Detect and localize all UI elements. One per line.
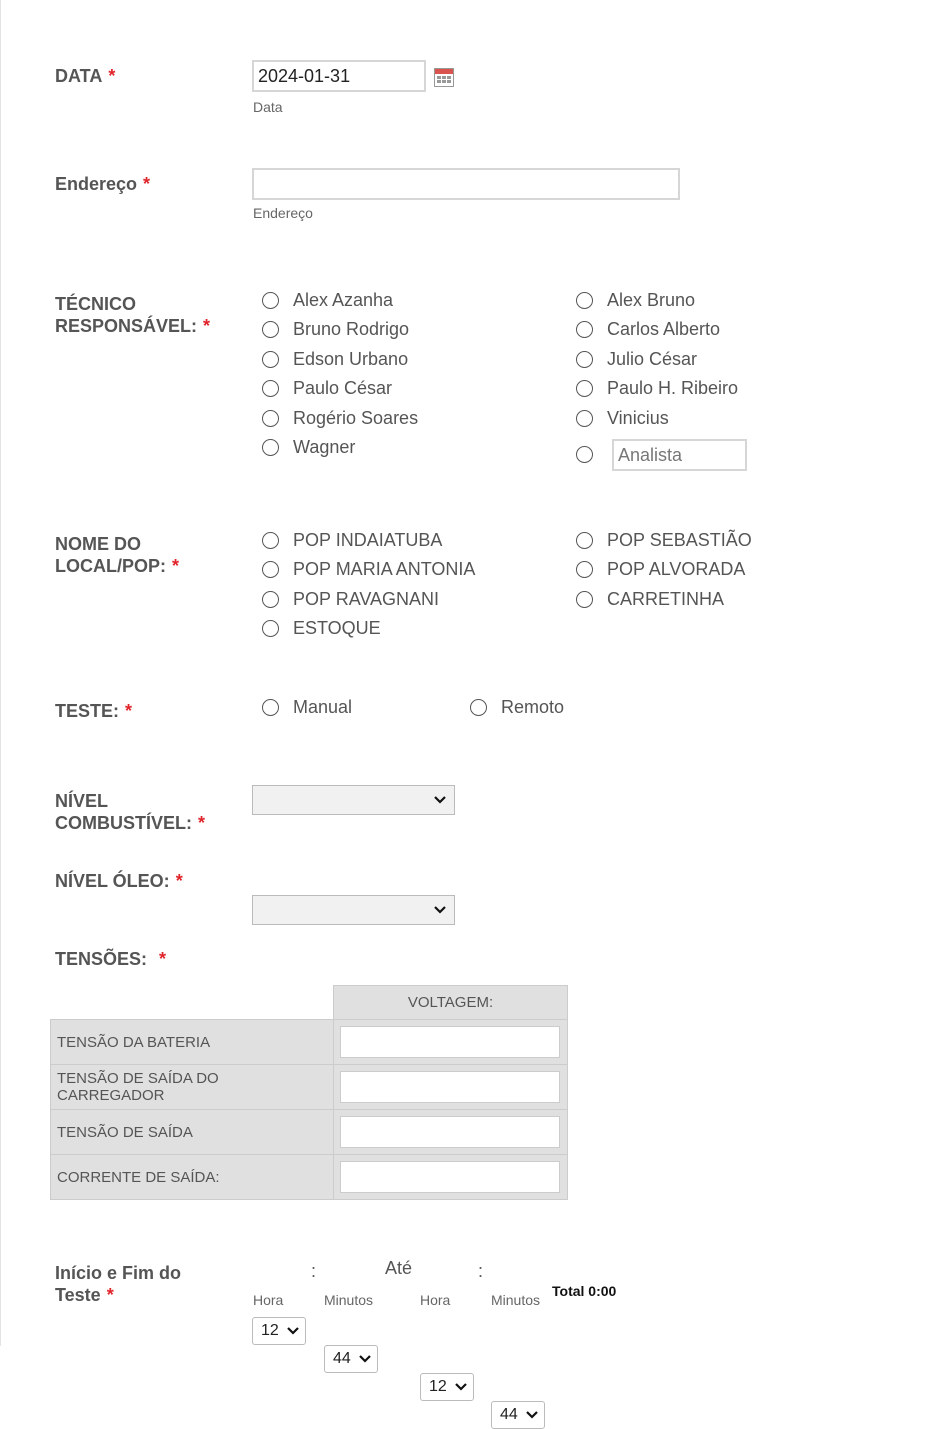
calendar-icon[interactable] — [434, 68, 454, 87]
tecnico-option[interactable]: Vinicius — [576, 407, 738, 429]
chevron-down-icon — [455, 1381, 467, 1395]
date-sublabel: Data — [253, 99, 283, 115]
minutos-sublabel: Minutos — [324, 1292, 374, 1308]
tecnico-option[interactable]: Paulo César — [262, 378, 418, 400]
tensoes-label: TENSÕES: * — [55, 949, 167, 969]
radio-button[interactable] — [262, 292, 279, 309]
oleo-select[interactable] — [252, 895, 455, 925]
radio-button[interactable] — [262, 351, 279, 368]
tecnico-option[interactable]: Carlos Alberto — [576, 319, 738, 341]
table-row — [51, 1155, 568, 1200]
required-asterisk: * — [125, 701, 133, 721]
required-asterisk: * — [108, 66, 116, 86]
local-options-right — [576, 529, 752, 610]
required-asterisk: * — [198, 813, 206, 833]
local-option[interactable]: POP ALVORADA — [576, 559, 752, 581]
tensoes-table — [50, 985, 568, 1200]
radio-button[interactable] — [262, 410, 279, 427]
oleo-label: NÍVEL ÓLEO: * — [55, 871, 183, 891]
row-label: TENSÃO DA BATERIA — [51, 1020, 334, 1065]
tecnico-option[interactable]: Rogério Soares — [262, 407, 418, 429]
radio-button[interactable] — [576, 532, 593, 549]
radio-button[interactable] — [576, 321, 593, 338]
tecnico-other-radio[interactable] — [576, 446, 607, 468]
required-asterisk: * — [159, 949, 167, 969]
table-row — [51, 1065, 568, 1110]
time-separator: : — [478, 1261, 484, 1281]
tecnico-option[interactable]: Julio César — [576, 348, 738, 370]
voltage-input[interactable] — [340, 1026, 560, 1058]
endereco-input[interactable] — [252, 168, 680, 200]
hora-sublabel: Hora — [253, 1292, 284, 1308]
total-time: Total 0:00 — [552, 1283, 617, 1299]
end-hour-select[interactable]: 12 — [420, 1373, 474, 1401]
combustivel-select[interactable] — [252, 785, 455, 815]
local-option[interactable]: CARRETINHA — [576, 588, 752, 610]
tecnico-option[interactable]: Edson Urbano — [262, 348, 418, 370]
voltage-input[interactable] — [340, 1071, 560, 1103]
local-option[interactable]: POP RAVAGNANI — [262, 588, 475, 610]
page-left-border — [0, 0, 1, 1346]
local-option[interactable]: POP SEBASTIÃO — [576, 529, 752, 551]
tecnico-option[interactable]: Paulo H. Ribeiro — [576, 378, 738, 400]
start-hour-select[interactable]: 12 — [252, 1317, 306, 1345]
chevron-down-icon — [434, 904, 446, 918]
tecnico-option[interactable]: Alex Azanha — [262, 289, 418, 311]
required-asterisk: * — [106, 1285, 114, 1305]
radio-button[interactable] — [262, 591, 279, 608]
radio-button[interactable] — [576, 591, 593, 608]
radio-button[interactable] — [262, 699, 279, 716]
radio-button[interactable] — [262, 532, 279, 549]
tecnico-option[interactable]: Alex Bruno — [576, 289, 738, 311]
table-row — [51, 1020, 568, 1065]
endereco-sublabel: Endereço — [253, 205, 313, 221]
required-asterisk: * — [203, 316, 211, 336]
local-option[interactable]: POP INDAIATUBA — [262, 529, 475, 551]
chevron-down-icon — [359, 1353, 371, 1367]
radio-button[interactable] — [262, 561, 279, 578]
tecnico-label: TÉCNICO RESPONSÁVEL: * — [55, 294, 211, 336]
minutos-sublabel: Minutos — [491, 1292, 541, 1308]
radio-button[interactable] — [576, 292, 593, 309]
teste-option-manual[interactable]: Manual — [262, 696, 352, 718]
required-asterisk: * — [143, 174, 151, 194]
radio-button[interactable] — [576, 410, 593, 427]
voltage-input[interactable] — [340, 1116, 560, 1148]
time-separator: : — [311, 1261, 317, 1281]
teste-label: TESTE: * — [55, 701, 133, 721]
tecnico-other-input[interactable]: Analista — [612, 439, 747, 471]
data-label: DATA * — [55, 66, 116, 86]
required-asterisk: * — [175, 871, 183, 891]
end-minute-select[interactable]: 44 — [491, 1401, 545, 1429]
ate-text: Até — [385, 1258, 413, 1278]
radio-button[interactable] — [262, 380, 279, 397]
hora-sublabel: Hora — [420, 1292, 451, 1308]
combustivel-label: NÍVEL COMBUSTÍVEL: * — [55, 791, 206, 833]
radio-button[interactable] — [262, 620, 279, 637]
local-option[interactable]: POP MARIA ANTONIA — [262, 559, 475, 581]
tecnico-option[interactable]: Wagner — [262, 437, 418, 459]
radio-button[interactable] — [576, 561, 593, 578]
row-label: CORRENTE DE SAÍDA: — [51, 1155, 334, 1200]
horario-label: Início e Fim do Teste * — [55, 1263, 182, 1305]
voltage-input[interactable] — [340, 1161, 560, 1193]
tecnico-options-left — [262, 289, 418, 459]
endereco-label: Endereço * — [55, 174, 151, 194]
tecnico-options-right — [576, 289, 738, 429]
radio-button[interactable] — [576, 446, 593, 463]
chevron-down-icon — [526, 1409, 538, 1423]
start-minute-select[interactable]: 44 — [324, 1345, 378, 1373]
radio-button[interactable] — [262, 439, 279, 456]
required-asterisk: * — [172, 556, 180, 576]
column-header-voltagem: VOLTAGEM: — [334, 986, 568, 1020]
tecnico-option[interactable]: Bruno Rodrigo — [262, 319, 418, 341]
date-input[interactable]: 2024-01-31 — [252, 60, 426, 92]
teste-option-remoto[interactable]: Remoto — [470, 696, 564, 718]
chevron-down-icon — [287, 1325, 299, 1339]
local-options-left — [262, 529, 475, 640]
radio-button[interactable] — [576, 380, 593, 397]
local-label: NOME DO LOCAL/POP: * — [55, 534, 180, 576]
local-option[interactable]: ESTOQUE — [262, 618, 475, 640]
radio-button[interactable] — [576, 351, 593, 368]
radio-button[interactable] — [262, 321, 279, 338]
row-label: TENSÃO DE SAÍDA — [51, 1110, 334, 1155]
row-label: TENSÃO DE SAÍDA DO CARREGADOR — [51, 1065, 334, 1110]
table-row — [51, 1110, 568, 1155]
chevron-down-icon — [434, 794, 446, 808]
radio-button[interactable] — [470, 699, 487, 716]
